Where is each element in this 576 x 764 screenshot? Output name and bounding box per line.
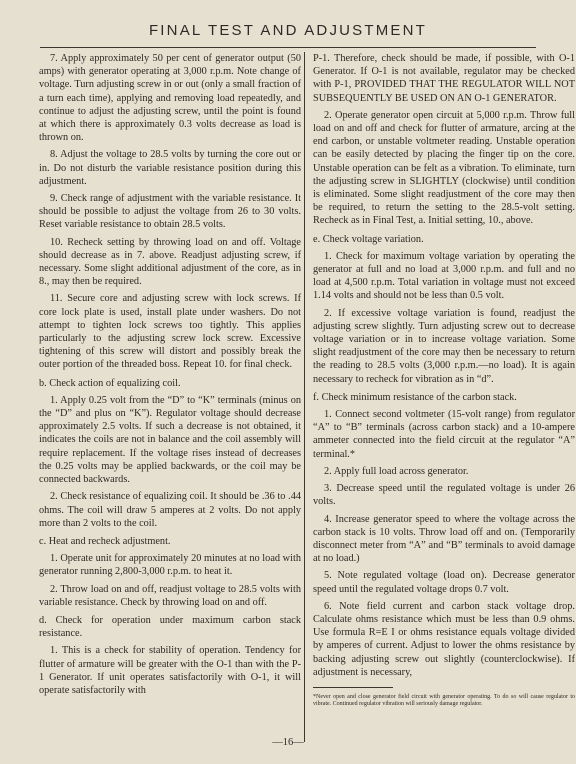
- left-column: [39, 52, 301, 701]
- column-divider: [304, 52, 305, 742]
- step-b2: 2. Check resistance of equalizing coil. It should be .36 to .44 ohms. The coil will draw 5 amperes at 2 volts. Do not apply more than 2 volts to the coil.: [39, 491, 301, 529]
- step-a11: 11. Secure core and adjusting screw with lock screws. If core lock plate is used, install plate under washers. Do not attempt to tighten lock screws too tightly. This applies particularly to the adjusting screw lock screw. Excessive tightening of this screw will distort and possibly break the outer portion of the threaded boss. Repeat 10. for final check.: [39, 293, 301, 371]
- right-column: [313, 52, 575, 708]
- step-f4: 4. Increase generator speed to where the voltage across the carbon stack is 10 volts. Throw load off and on. (Temporarily disconnect meter from “A” and “B” terminals to avoid damage at no load.): [313, 513, 575, 565]
- step-a8: 8. Adjust the voltage to 28.5 volts by turning the core out or in. Do not disturb the variable resistance position during this adjustment.: [39, 149, 301, 187]
- header-rule: [40, 47, 536, 48]
- step-a10: 10. Recheck setting by throwing load on and off. Voltage should decrease as in 7. above. Readjust adjusting screw, if necessary. Some slight additional adjustment of the core, as in 8., may then be required.: [39, 236, 301, 288]
- step-c1: 1. Operate unit for approximately 20 minutes at no load with generator running 2,800-3,000 r.p.m. to heat it.: [39, 553, 301, 578]
- section-heading-e: e. Check voltage variation.: [313, 233, 424, 245]
- step-a7: 7. Apply approximately 50 per cent of generator output (50 amps) with generator operating at 3,000 r.p.m. Note change of voltage. Turn adjusting screw in or out (only a small fraction of a turn each time), applying and removing load repeatedly, and continue to adjust the adjusting screw, until the point is found at which there is approximately 0.3 volts decrease as load is thrown on.: [39, 53, 301, 144]
- section-heading-c: c. Heat and recheck adjustment.: [39, 535, 171, 547]
- step-f6: 6. Note field current and carbon stack voltage drop. Calculate ohms resistance which must be less than 0.9 ohms. Use formula R=E I or ohms resistance equals voltage divided by amperes of current. Adjust to lower the ohms resistance by backing adjusting screw out slightly (counterclockwise). If adjustment is necessary,: [313, 600, 575, 678]
- section-heading-b: b. Check action of equalizing coil.: [39, 377, 181, 389]
- step-f5: 5. Note regulated voltage (load on). Decrease generator speed until the regulated voltage drops 0.7 volt.: [313, 570, 575, 595]
- section-heading-f: f. Check minimum resistance of the carbon stack.: [313, 391, 517, 403]
- page-title: FINAL TEST AND ADJUSTMENT: [148, 22, 428, 39]
- step-f1: 1. Connect second voltmeter (15-volt range) from regulator “A” to “B” terminals (across carbon stack) and a 10-ampere ammeter connected into the field circuit at the regulator “A” terminal.*: [313, 409, 575, 460]
- step-e2: 2. If excessive voltage variation is found, readjust the adjusting screw slightly. Turn adjusting screw out to decrease voltage variation or in to increase voltage variation. Some slight readjustment of the core may then be necessary to return the reading to 28.5 volts (3,000 r.p.m.—no load). It is again necessary to recheck for vibration as in “d”.: [313, 307, 575, 385]
- step-e1: 1. Check for maximum voltage variation by operating the generator at full and no load at 3,000 r.p.m. and full and no load at 4,500 r.p.m. Total variation in voltage must not exceed 1.14 volts and should not be less than 0.5 volt.: [313, 250, 575, 302]
- step-d1-continued: P-1. Therefore, check should be made, if possible, with O-1 Generator. If O-1 is not available, regulator may be checked with P-1, PROVIDED THAT THE REGULATOR WILL NOT SUBSEQUENTLY BE USED ON AN O-1 GENERATOR.: [313, 53, 575, 104]
- step-a9: 9. Check range of adjustment with the variable resistance. It should be possible to adjust the voltage from 26 to 30 volts. Reset variable resistance to obtain 28.5 volts.: [39, 193, 301, 231]
- footnote-rule: [313, 687, 393, 688]
- step-f3: 3. Decrease speed until the regulated voltage is under 26 volts.: [313, 483, 575, 508]
- step-f2: 2. Apply full load across generator.: [324, 465, 469, 477]
- section-heading-d: d. Check for operation under maximum carbon stack resistance.: [39, 614, 301, 640]
- step-d2: 2. Operate generator open circuit at 5,000 r.p.m. Throw full load on and off and check for flutter of armature, arcing at the end carbon, or unstable voltmeter reading. Unstable operation can be easily detected by placing the finger tip on the core. Unstable operation can be felt as a vibration. To eliminate, turn the adjusting screw in SLIGHTLY (clockwise) until condition is eliminated. Some slight readjustment of the core may then be required, to return the setting to the 28.5-volt setting. Recheck as in Final Test, a. Initial setting, 10., above.: [313, 109, 575, 227]
- footnote: *Never open and close generator field circuit with generator operating. To do so will cause regulator to vibrate. Continued regulator vibration will seriously damage regulator.: [313, 693, 575, 707]
- page-number: —16—: [272, 737, 304, 748]
- step-b1: 1. Apply 0.25 volt from the “D” to “K” terminals (minus on the “D” and plus on “K”). Regulator voltage should decrease approximately 2.5 volts. If such a decrease is not obtained, it indicates the coils are not in balance and the coil assembly will require replacement. If the voltage rises instead of decreases the 0.25 volts may be applied backwards, or the coil may be connected backwards.: [39, 394, 301, 486]
- step-d1: 1. This is a check for stability of operation. Tendency for flutter of armature will be greater with the O-1 than with the P-1 Generator. If unit operates satisfactorily with O-1, it will operate satisfactorily with: [39, 645, 301, 696]
- step-c2: 2. Throw load on and off, readjust voltage to 28.5 volts with variable resistance. Check by throwing load on and off.: [39, 583, 301, 608]
